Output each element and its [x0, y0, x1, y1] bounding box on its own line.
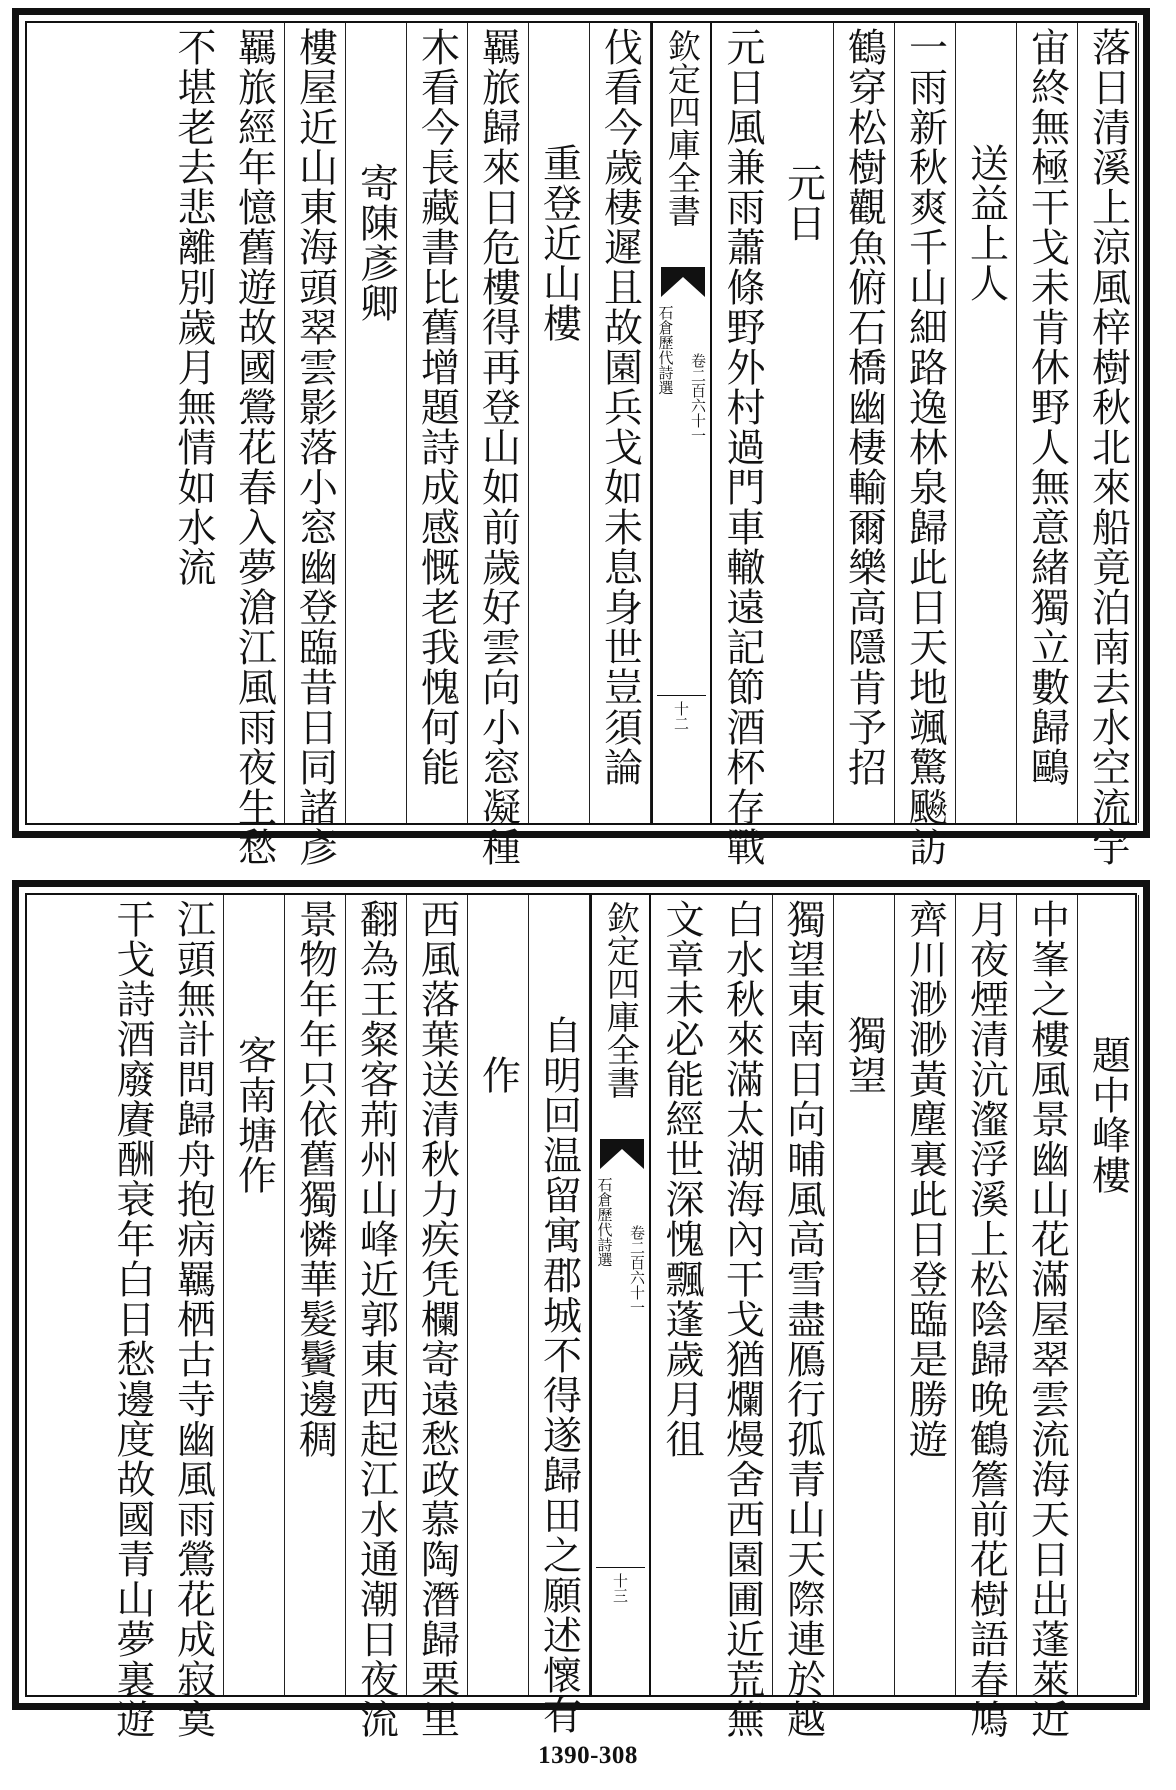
book-title: 石倉歷代詩選	[656, 305, 675, 395]
column-text: 不堪老去悲離別歲月無情如水流	[171, 27, 216, 587]
column-text: 元日風兼雨蕭條野外村過門車轍遠記節酒杯存戰	[720, 27, 765, 867]
poem-title: 元日	[780, 163, 826, 243]
text-column	[407, 895, 468, 1739]
poem-title: 送益上人	[963, 143, 1009, 303]
page-number: 十三	[611, 1573, 629, 1603]
column-text: 樓屋近山東海頭翠雲影落小窓幽登臨昔日同諸彥	[292, 27, 338, 867]
poem-title: 獨望	[841, 1015, 887, 1095]
column-text: 作	[475, 1055, 521, 1095]
column-text: 白水秋來滿太湖海內干戈猶爛熳舍西園圃近荒蕪	[719, 899, 765, 1739]
text-column	[956, 895, 1017, 1739]
text-column	[895, 23, 956, 867]
poem-title-column	[224, 895, 285, 1695]
text-column	[407, 23, 468, 823]
text-column	[773, 895, 834, 1739]
book-title: 石倉歷代詩選	[595, 1177, 614, 1267]
page-frame	[25, 21, 1137, 867]
juan-number: 卷二百六十一	[628, 1225, 646, 1315]
poem-title-column	[1078, 895, 1139, 1695]
column-text: 齊川渺渺黃塵裏此日登臨是勝遊	[902, 899, 948, 1459]
text-column	[163, 895, 224, 1739]
page-top	[12, 8, 1150, 867]
page-frame	[25, 893, 1137, 1739]
poem-title: 題中峰樓	[1085, 1035, 1131, 1195]
text-column	[590, 23, 651, 823]
column-text: 干戈詩酒廢賡酬衰年白日愁邊度故國青山夢裏遊	[110, 899, 155, 1739]
column-text: 自明回温留寓郡城不得遂歸田之願述懷有	[536, 1015, 582, 1735]
text-column	[1017, 23, 1078, 823]
poem-title-column	[346, 23, 407, 823]
column-text: 伐看今歲棲遲且故園兵戈如未息身世豈須論	[597, 27, 643, 787]
text-column	[285, 895, 346, 1695]
column-text: 落日清溪上涼風梓樹秋北來船竟泊南去水空流宇	[1085, 27, 1131, 867]
juan-number: 卷二百六十一	[689, 353, 707, 443]
fish-tail-mark	[600, 1139, 644, 1169]
column-text: 西風落葉送清秋力疾凭欄寄遠愁政慕陶潛歸栗里	[414, 899, 460, 1739]
column-text: 景物年年只依舊獨憐華髮鬢邊稠	[292, 899, 338, 1459]
poem-title: 寄陳彥卿	[353, 163, 399, 323]
text-column	[712, 23, 773, 867]
header-title: 欽定四庫全書	[662, 29, 702, 227]
column-text: 江頭無計問歸舟抱病羈栖古寺幽風雨鶯花成寂寞	[170, 899, 216, 1739]
text-column	[468, 23, 529, 867]
header-title: 欽定四庫全書	[601, 901, 641, 1099]
column-text: 宙終無極干戈未肯休野人無意緒獨立數歸鷗	[1024, 27, 1070, 787]
text-column	[285, 23, 346, 867]
text-column	[1078, 23, 1139, 867]
text-column	[529, 895, 590, 1735]
column-text: 文章未必能經世深愧飄蓬歲月徂	[659, 899, 704, 1459]
column-text: 一雨新秋爽千山細路逸林泉歸此日天地颯驚飈訪	[902, 27, 948, 867]
poem-title-column	[956, 23, 1017, 823]
center-spine	[651, 23, 712, 823]
text-column	[712, 895, 773, 1739]
page-bottom	[12, 880, 1150, 1739]
poem-title-column	[834, 895, 895, 1695]
catalog-number: 1390-308	[538, 1742, 638, 1769]
poem-title-column	[468, 895, 529, 1695]
text-column	[651, 895, 712, 1695]
column-text: 中峯之樓風景幽山花滿屋翠雲流海天日出蓬萊近	[1024, 899, 1070, 1739]
page-number: 十二	[672, 701, 690, 731]
column-text: 月夜煙清沆瀣浮溪上松陰歸晚鶴簷前花樹語春鳩	[963, 899, 1009, 1739]
text-column	[102, 895, 163, 1739]
text-column	[1017, 895, 1078, 1739]
column-text: 翻為王粲客荊州山峰近郭東西起江水通潮日夜流	[353, 899, 399, 1739]
poem-title: 重登近山樓	[536, 143, 582, 343]
column-text: 羈旅經年憶舊遊故國鶯花春入夢滄江風雨夜生愁	[231, 27, 277, 867]
poem-title-column	[529, 23, 590, 823]
poem-title-column	[773, 23, 834, 823]
spine-rule	[596, 1567, 645, 1568]
spine-rule	[657, 695, 706, 696]
column-text: 獨望東南日向晡風高雪盡鴈行孤青山天際連於越	[780, 899, 826, 1739]
fish-tail-mark	[661, 267, 705, 297]
text-column	[346, 895, 407, 1739]
text-column	[895, 895, 956, 1695]
column-text: 鶴穿松樹觀魚俯石橋幽棲輸爾樂高隱肯予招	[841, 27, 887, 787]
center-spine	[590, 895, 651, 1695]
poem-title: 客南塘作	[231, 1035, 277, 1195]
column-text: 木看今長藏書比舊增題詩成感慨老我愧何能	[414, 27, 460, 787]
column-text: 羈旅歸來日危樓得再登山如前歲好雲向小窓凝種	[475, 27, 521, 867]
text-column	[163, 23, 224, 823]
text-column	[834, 23, 895, 823]
text-column	[224, 23, 285, 867]
